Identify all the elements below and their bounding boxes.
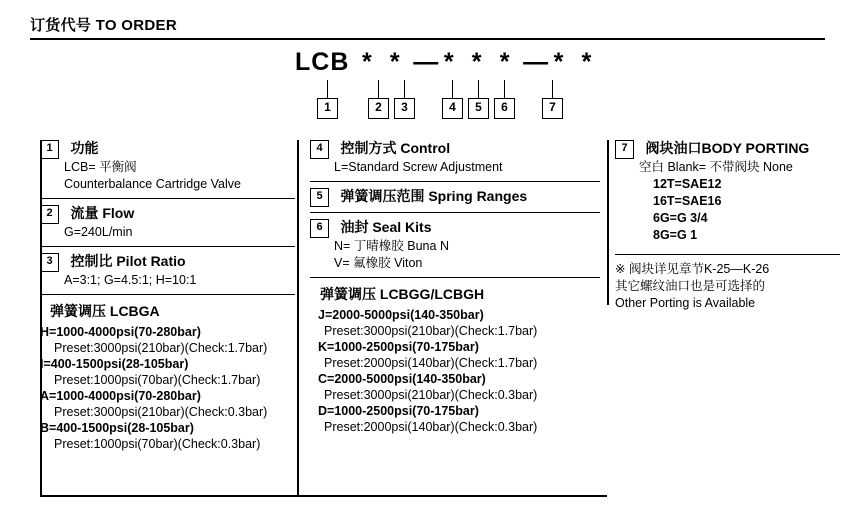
spring-line-j-preset: Preset:3000psi(210bar)(Check:1.7bar) [324, 324, 538, 338]
callout-box-1: 1 [317, 98, 338, 119]
section-body-porting [615, 140, 840, 255]
function-option-lcb-en: Counterbalance Cartridge Valve [64, 177, 241, 191]
section-seal-kits [310, 219, 600, 278]
section-spring-ranges [310, 188, 600, 213]
model-code-seg-7: — [523, 48, 550, 76]
control-option-l: L=Standard Screw Adjustment [334, 160, 503, 174]
section-heading-flow: 流量 Flow [70, 205, 135, 221]
section-number-7: 7 [615, 140, 634, 159]
model-code-seg-6: * [499, 48, 511, 76]
section-divider-6 [310, 277, 600, 278]
seal-option-v: V= 氟橡胶 Viton [334, 256, 423, 270]
model-code-area [0, 48, 841, 118]
pilot-ratio-options: A=3:1; G=4.5:1; H=10:1 [64, 273, 197, 287]
column-1 [40, 140, 295, 456]
leader-line-3 [404, 80, 405, 98]
section-heading-seal-kits: 油封 Seal Kits [340, 219, 432, 235]
model-code-seg-9: * [581, 48, 593, 76]
porting-note-2: 其它螺纹油口也是可选择的 [615, 279, 766, 293]
porting-notes [615, 261, 840, 312]
spring-line-c-preset: Preset:3000psi(210bar)(Check:0.3bar) [324, 388, 538, 402]
flow-option-g: G=240L/min [64, 225, 133, 239]
section-number-4: 4 [310, 140, 329, 159]
column2-bottom-rule [297, 495, 607, 497]
leader-line-6 [504, 80, 505, 98]
model-code-seg-1: * [361, 48, 373, 76]
section-divider-5 [310, 212, 600, 213]
column-divider-right [607, 140, 609, 305]
section-spring-lcbga [40, 301, 295, 452]
callout-box-6: 6 [494, 98, 515, 119]
section-number-1: 1 [40, 140, 59, 159]
callout-box-7: 7 [542, 98, 563, 119]
spring-line-h: H=1000-4000psi(70-280bar) [40, 325, 201, 339]
spring-line-c: C=2000-5000psi(140-350bar) [318, 372, 486, 386]
section-number-6: 6 [310, 219, 329, 238]
porting-option-6g: 6G=G 3/4 [653, 211, 708, 225]
spring-line-a-preset: Preset:3000psi(210bar)(Check:0.3bar) [54, 405, 268, 419]
model-code-seg-8: * [553, 48, 565, 76]
section-number-3: 3 [40, 253, 59, 272]
porting-option-8g: 8G=G 1 [653, 228, 698, 242]
leader-line-5 [478, 80, 479, 98]
section-number-5: 5 [310, 188, 329, 207]
leader-line-1 [327, 80, 328, 98]
porting-note-1: ※ 阀块详见章节K-25—K-26 [615, 262, 770, 276]
title-divider [30, 38, 825, 40]
model-code-seg-5: * [471, 48, 483, 76]
porting-note-3: Other Porting is Available [615, 296, 756, 310]
spring-line-j: J=2000-5000psi(140-350bar) [318, 308, 484, 322]
section-number-2: 2 [40, 205, 59, 224]
section-divider-2 [40, 246, 295, 247]
callout-box-5: 5 [468, 98, 489, 119]
section-pilot-ratio [40, 253, 295, 295]
section-flow [40, 205, 295, 247]
spring-line-d: D=1000-2500psi(70-175bar) [318, 404, 479, 418]
leader-line-7 [552, 80, 553, 98]
function-option-lcb: LCB= 平衡阀 [64, 160, 137, 174]
model-code-seg-4: * [443, 48, 455, 76]
spring-title-lcbgg-lcbgh: 弹簧调压 LCBGG/LCBGH [320, 286, 485, 302]
page-title [30, 14, 820, 35]
leader-line-4 [452, 80, 453, 98]
section-heading-body-porting: 阀块油口BODY PORTING [645, 140, 810, 156]
spring-line-b: B=400-1500psi(28-105bar) [40, 421, 194, 435]
model-code-seg-3: — [413, 48, 440, 76]
page-title-cn: 订货代号 [30, 17, 92, 34]
leader-line-2 [378, 80, 379, 98]
section-spring-lcbgg-lcbgh [310, 284, 600, 435]
section-heading-control: 控制方式 Control [340, 140, 451, 156]
column-3 [615, 140, 840, 316]
section-heading-pilot-ratio: 控制比 Pilot Ratio [70, 253, 186, 269]
spring-line-i: I=400-1500psi(28-105bar) [40, 357, 189, 371]
section-divider-7 [615, 254, 840, 255]
spring-line-a: A=1000-4000psi(70-280bar) [40, 389, 201, 403]
section-divider-3 [40, 294, 295, 295]
spring-line-k-preset: Preset:2000psi(140bar)(Check:1.7bar) [324, 356, 538, 370]
model-code-string [295, 48, 597, 77]
column-divider-mid [297, 140, 299, 495]
callout-box-2: 2 [368, 98, 389, 119]
page-title-en: TO ORDER [95, 17, 177, 34]
section-divider-1 [40, 198, 295, 199]
spring-line-d-preset: Preset:2000psi(140bar)(Check:0.3bar) [324, 420, 538, 434]
porting-option-blank: 空白 Blank= 不带阀块 None [639, 160, 793, 174]
section-control [310, 140, 600, 182]
section-function [40, 140, 295, 199]
section-heading-function: 功能 [70, 140, 99, 156]
callout-box-3: 3 [394, 98, 415, 119]
spring-line-h-preset: Preset:3000psi(210bar)(Check:1.7bar) [54, 341, 268, 355]
seal-option-n: N= 丁晴橡胶 Buna N [334, 239, 449, 253]
spring-title-lcbga: 弹簧调压 LCBGA [50, 303, 160, 319]
porting-option-16t: 16T=SAE16 [653, 194, 722, 208]
section-heading-spring-ranges: 弹簧调压范围 Spring Ranges [340, 188, 528, 204]
model-code-prefix: LCB [295, 48, 350, 76]
callout-box-4: 4 [442, 98, 463, 119]
spring-line-b-preset: Preset:1000psi(70bar)(Check:0.3bar) [54, 437, 261, 451]
section-divider-4 [310, 181, 600, 182]
spring-line-i-preset: Preset:1000psi(70bar)(Check:1.7bar) [54, 373, 261, 387]
spring-line-k: K=1000-2500psi(70-175bar) [318, 340, 479, 354]
porting-option-12t: 12T=SAE12 [653, 177, 722, 191]
column1-bottom-rule [40, 495, 297, 497]
model-code-seg-2: * [389, 48, 401, 76]
column-2 [310, 140, 600, 439]
